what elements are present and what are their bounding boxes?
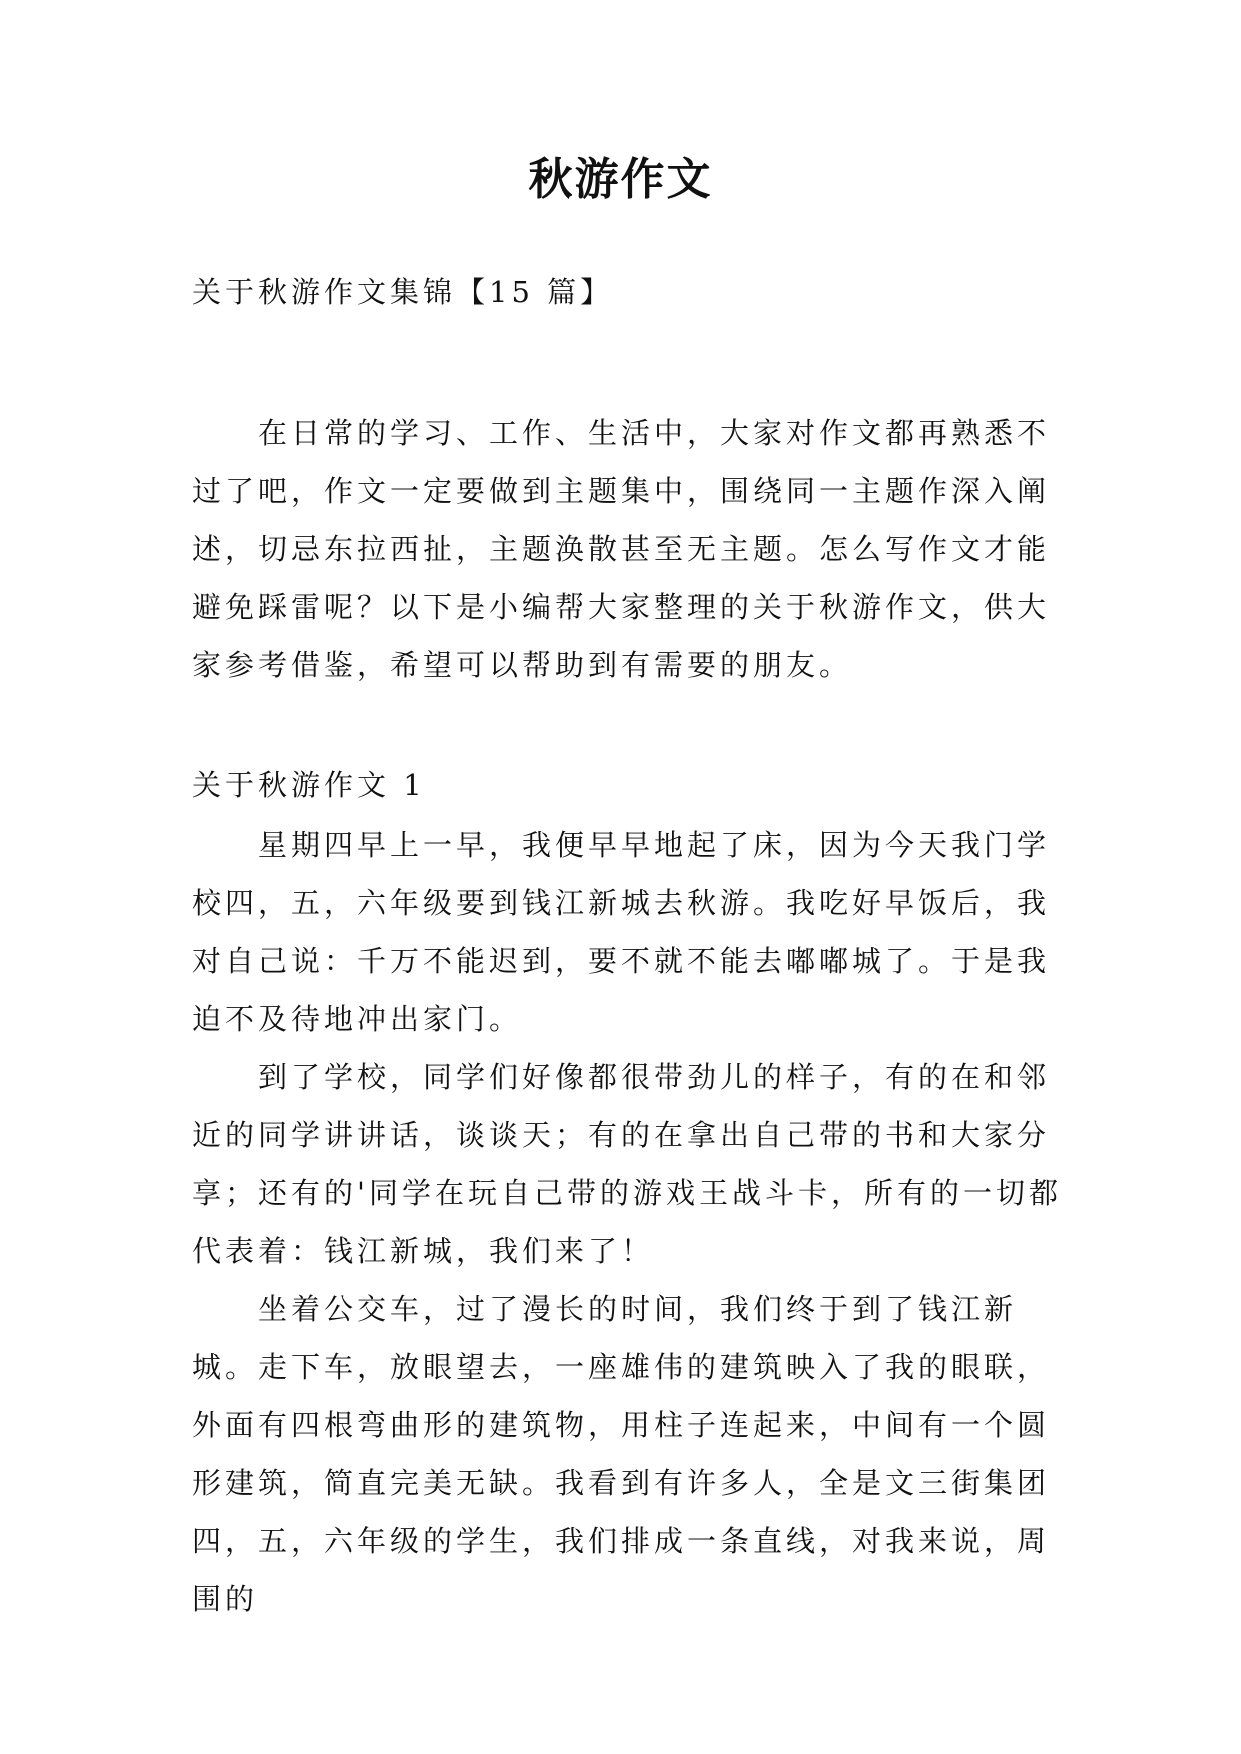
intro-text: 在日常的学习、工作、生活中，大家对作文都再熟悉不过了吧，作文一定要做到主题集中，围绕同一主题作深入阐述，切忌东拉西扯，主题涣散甚至无主题。怎么写作文才能避免踩雷呢？以下是小编帮大家整理的关于秋游作文，供大家参考借鉴，希望可以帮助到有需要的朋友。 [192, 416, 1051, 682]
article-paragraph-1: 星期四早上一早，我便早早地起了床，因为今天我门学校四，五，六年级要到钱江新城去秋游。我吃好早饭后，我对自己说：千万不能迟到，要不就不能去嘟嘟城了。于是我迫不及待地冲出家门。 [192, 828, 1051, 1036]
intro-paragraph [192, 404, 1062, 694]
document-subtitle: 关于秋游作文集锦【15 篇】 [192, 275, 614, 309]
article-heading: 关于秋游作文 1 [192, 768, 426, 802]
article-paragraph-2: 到了学校，同学们好像都很带劲儿的样子，有的在和邻近的同学讲讲话，谈谈天；有的在拿出自己带的书和大家分享；还有的'同学在玩自己带的游戏王战斗卡，所有的一切都代表着：钱江新城，我们来了！ [192, 1060, 1062, 1268]
article-section [192, 756, 1062, 1628]
document-title: 秋游作文 [528, 154, 713, 205]
article-paragraph-3: 坐着公交车，过了漫长的时间，我们终于到了钱江新城。走下车，放眼望去，一座雄伟的建筑映入了我的眼联，外面有四根弯曲形的建筑物，用柱子连起来，中间有一个圆形建筑，简直完美无缺。我看到有许多人，全是文三街集团四，五，六年级的学生，我们排成一条直线，对我来说，周围的 [192, 1292, 1051, 1616]
